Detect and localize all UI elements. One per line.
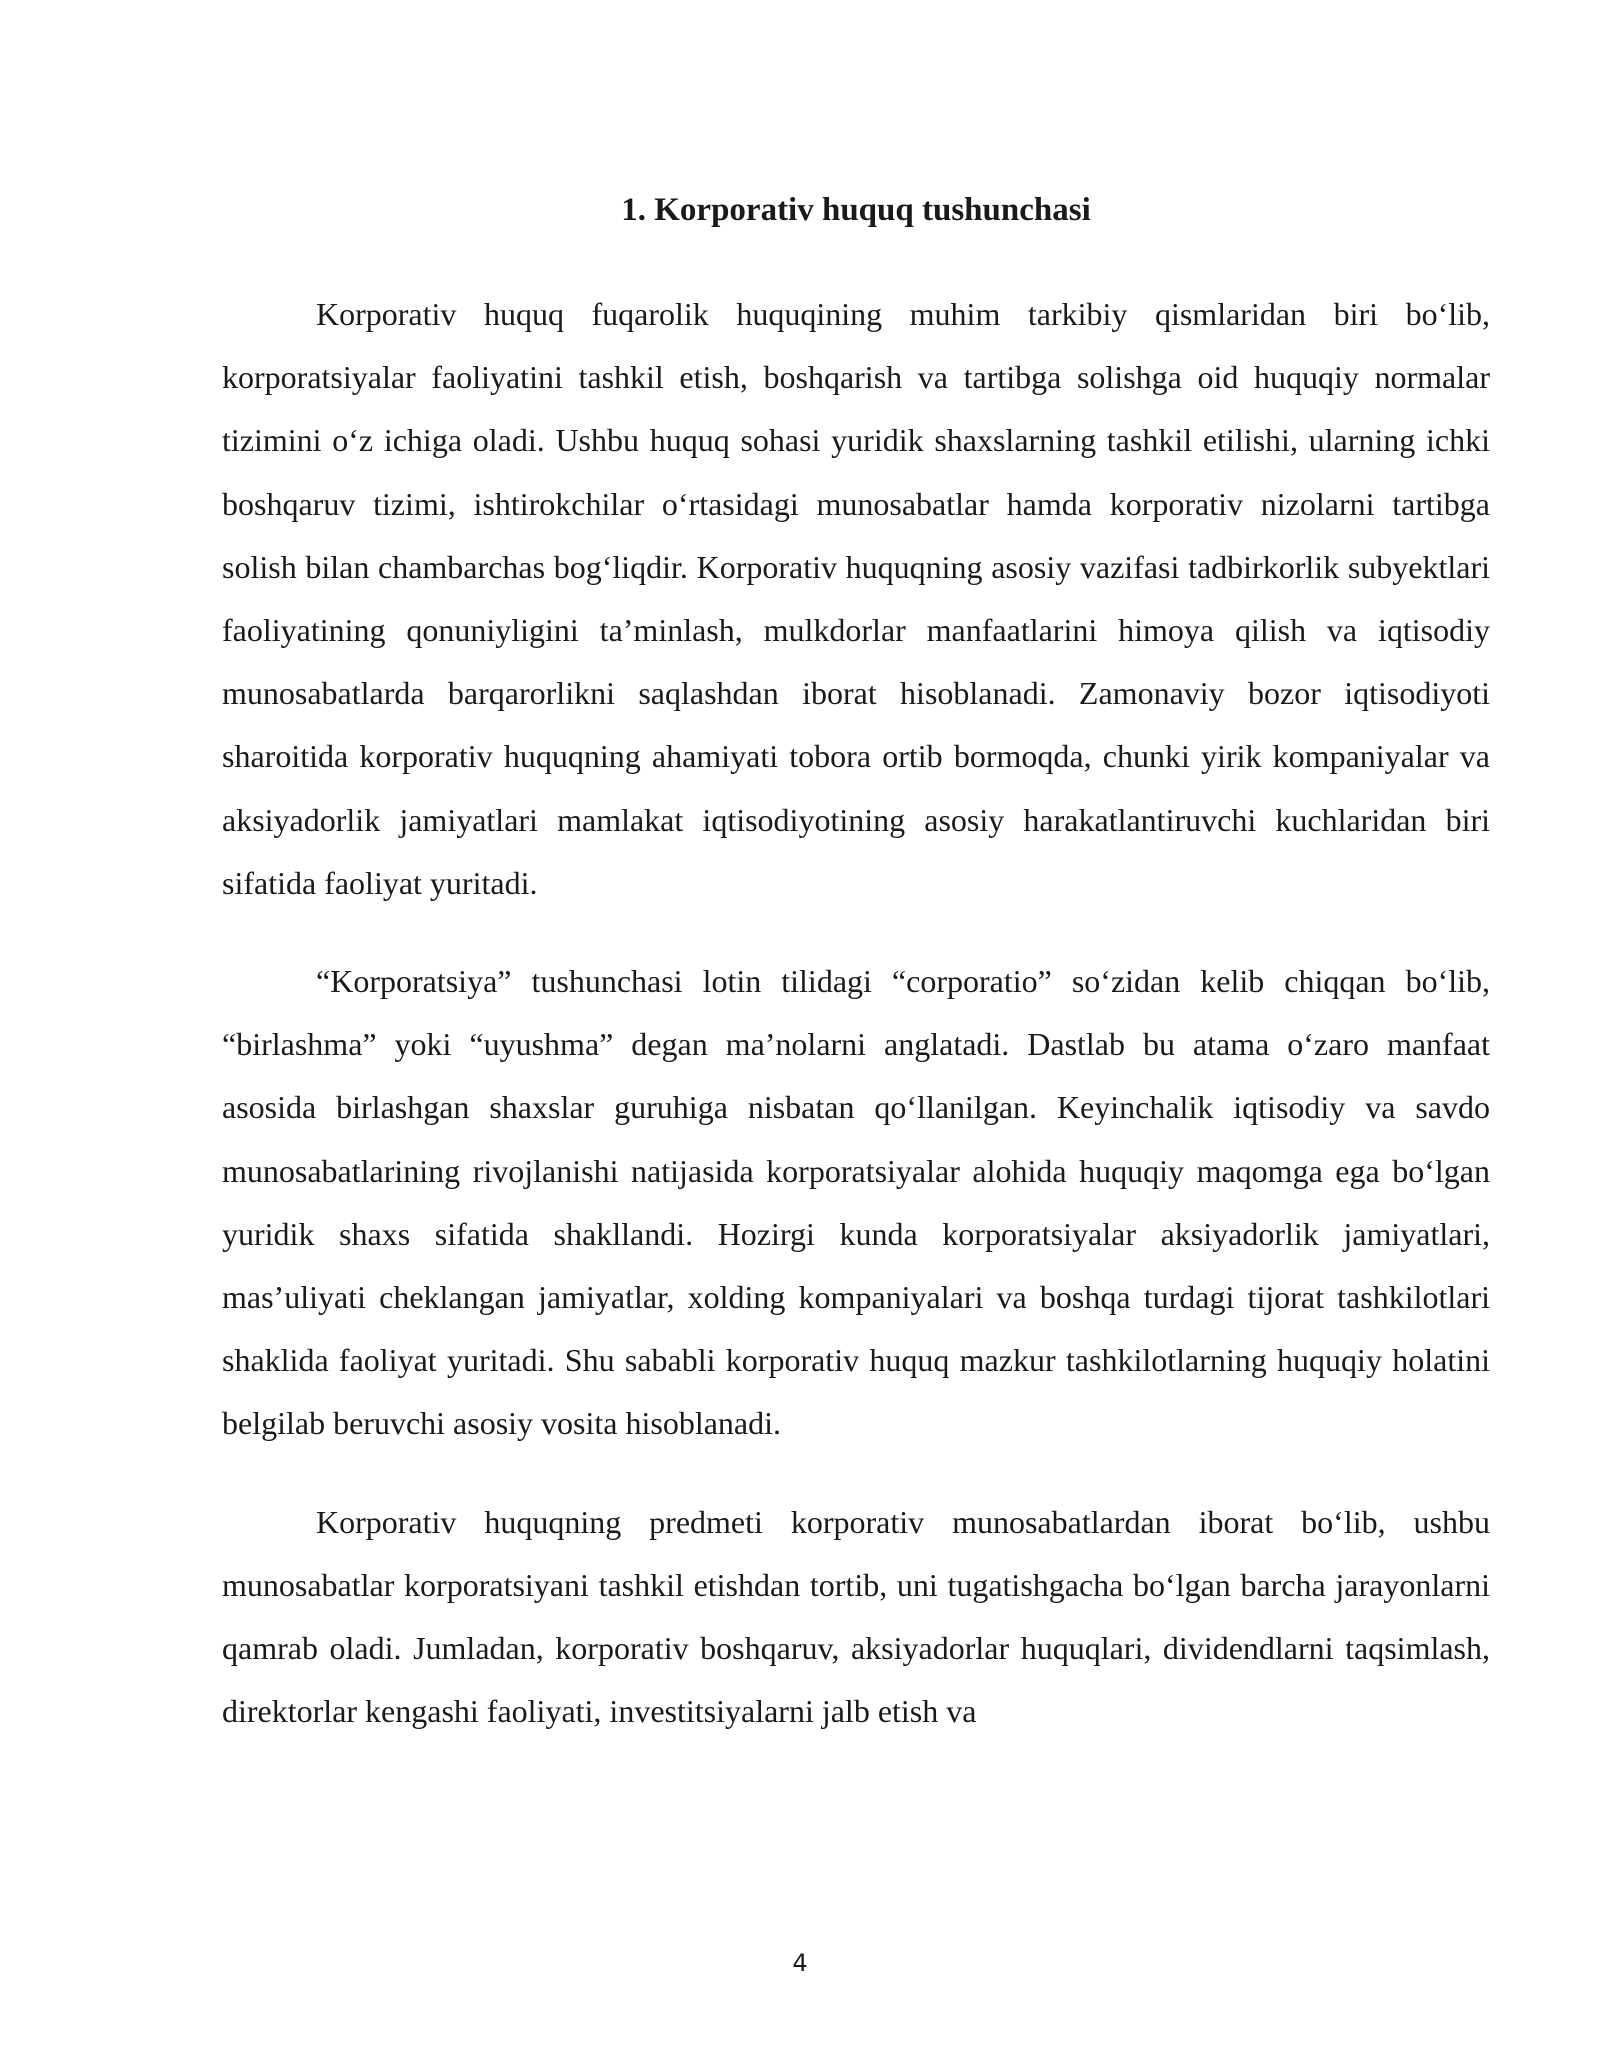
body-text [222, 283, 1490, 1778]
page-number: 4 [792, 1949, 808, 1977]
section-title: 1. Korporativ huquq tushunchasi [621, 192, 1091, 228]
paragraph-2: “Korporatsiya” tushunchasi lotin tilidagi “corporatio” so‘zidan kelib chiqqan bo‘lib, “birlashma” yoki “uyushma” degan ma’nolarni anglatadi. Dastlab bu atama o‘zaro manfaat asosida birlashgan shaxslar guruhiga nisbatan qo‘llanilgan. Keyinchalik iqtisodiy va savdo munosabatlarining rivojlanishi natijasida korporatsiyalar alohida huquqiy maqomga ega bo‘lgan yuridik shaxs sifatida shakllandi. Hozirgi kunda korporatsiyalar aksiyadorlik jamiyatlari, mas’uliyati cheklangan jamiyatlar, xolding kompaniyalari va boshqa turdagi tijorat tashkilotlari shaklida faoliyat yuritadi. Shu sababli korporativ huquq mazkur tashkilotlarning huquqiy holatini belgilab beruvchi asosiy vosita hisoblanadi. [222, 963, 1490, 1442]
paragraph-1: Korporativ huquq fuqarolik huquqining muhim tarkibiy qismlaridan biri bo‘lib, korporatsiyalar faoliyatini tashkil etish, boshqarish va tartibga solishga oid huquqiy normalar tizimini o‘z ichiga oladi. Ushbu huquq sohasi yuridik shaxslarning tashkil etilishi, ularning ichki boshqaruv tizimi, ishtirokchilar o‘rtasidagi munosabatlar hamda korporativ nizolarni tartibga solish bilan chambarchas bog‘liqdir. Korporativ huquqning asosiy vazifasi tadbirkorlik subyektlari faoliyatining qonuniyligini ta’minlash, mulkdorlar manfaatlarini himoya qilish va iqtisodiy munosabatlarda barqarorlikni saqlashdan iborat hisoblanadi. Zamonaviy bozor iqtisodiyoti sharoitida korporativ huquqning ahamiyati tobora ortib bormoqda, chunki yirik kompaniyalar va aksiyadorlik jamiyatlari mamlakat iqtisodiyotining asosiy harakatlantiruvchi kuchlaridan biri sifatida faoliyat yuritadi. [222, 296, 1490, 901]
paragraph-3: Korporativ huquqning predmeti korporativ munosabatlardan iborat bo‘lib, ushbu munosabatlar korporatsiyani tashkil etishdan tortib, uni tugatishgacha bo‘lgan barcha jarayonlarni qamrab oladi. Jumladan, korporativ boshqaruv, aksiyadorlar huquqlari, dividendlarni taqsimlash, direktorlar kengashi faoliyati, investitsiyalarni jalb etish va [222, 1503, 1490, 1730]
